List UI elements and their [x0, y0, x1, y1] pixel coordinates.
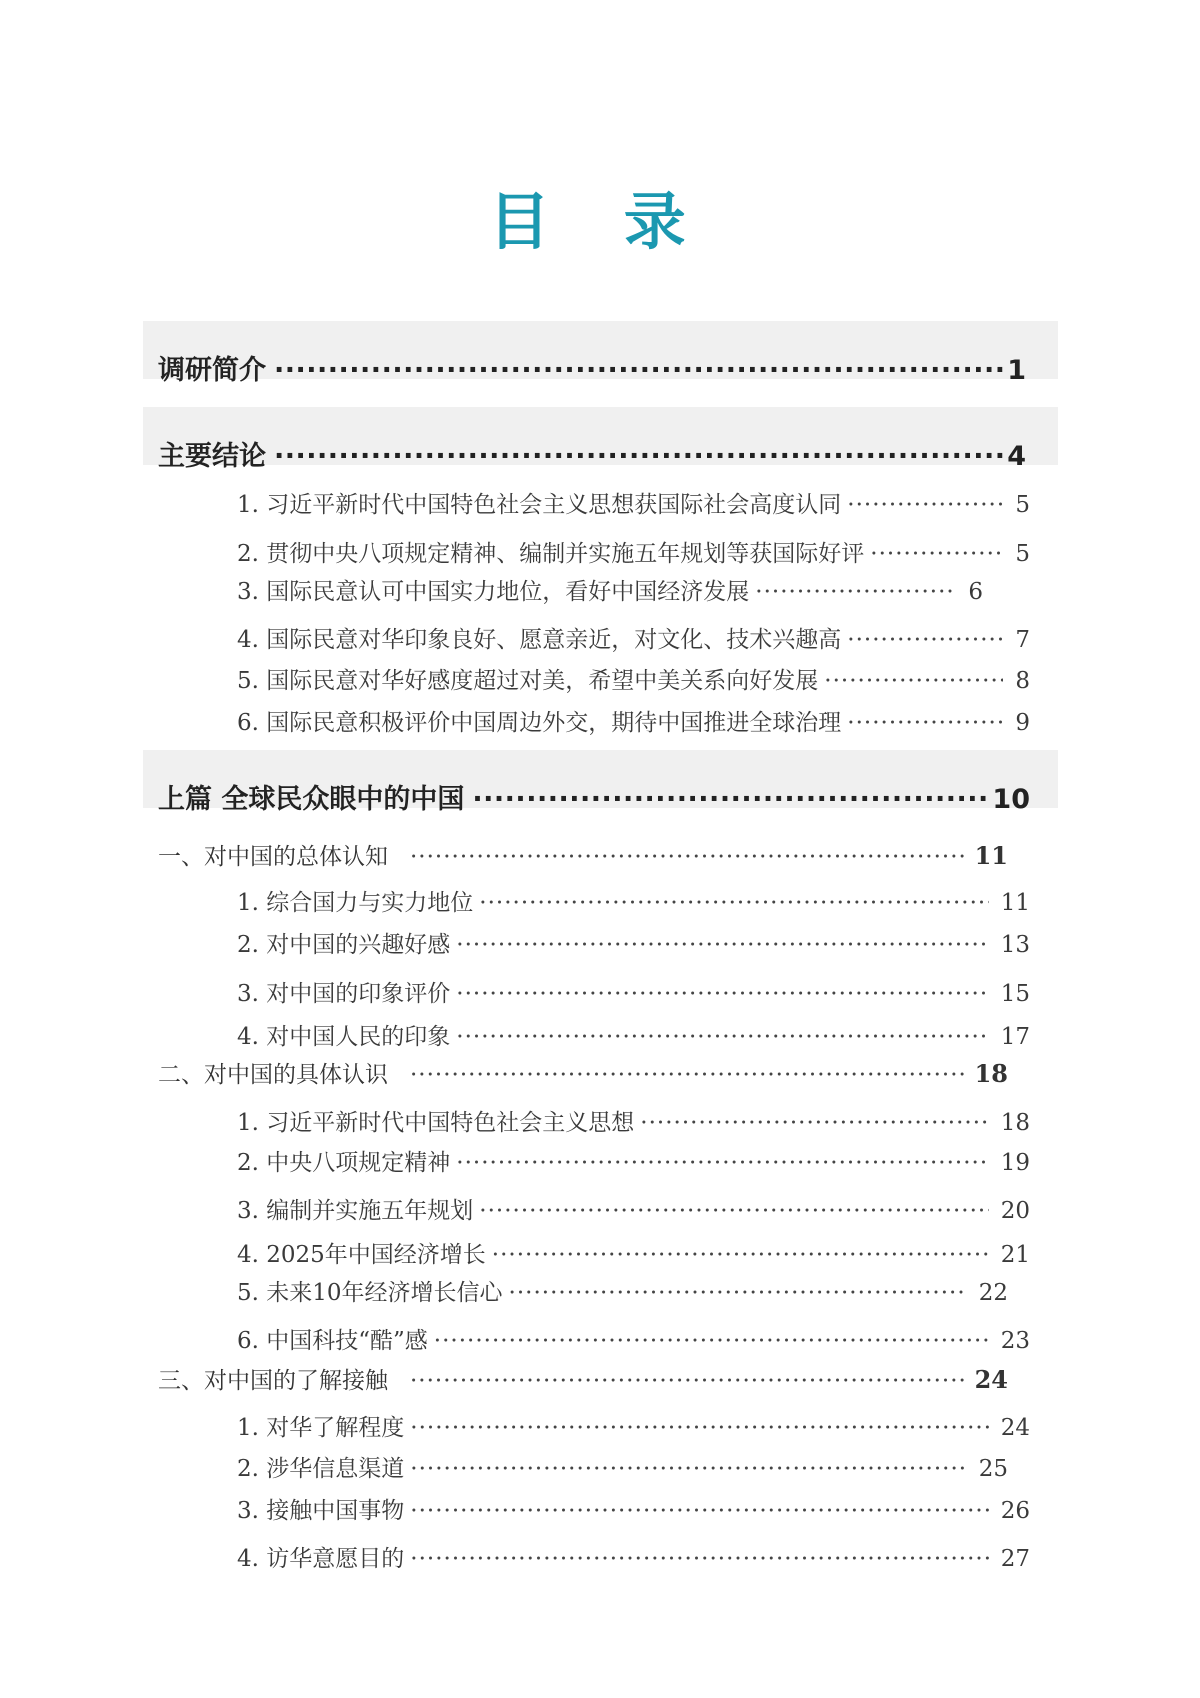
toc-label: 2. 中央八项规定精神	[237, 1150, 451, 1176]
toc-entry[interactable]	[237, 535, 1030, 568]
toc-entry[interactable]	[237, 621, 1030, 654]
toc-page-number: 5	[1015, 492, 1030, 518]
dot-leader	[410, 1456, 966, 1482]
dot-leader	[410, 844, 969, 870]
dot-leader	[456, 1024, 988, 1050]
dot-leader	[755, 579, 956, 605]
toc-page-number: 22	[978, 1280, 1008, 1306]
toc-entry[interactable]	[237, 1236, 1030, 1269]
dot-leader	[456, 1150, 988, 1176]
toc-label: 6. 国际民意积极评价中国周边外交，期待中国推进全球治理	[237, 710, 842, 736]
toc-entry[interactable]	[237, 1492, 1030, 1525]
toc-label: 1. 综合国力与实力地位	[237, 890, 474, 916]
toc-page-number: 26	[1000, 1498, 1030, 1524]
toc-page-number: 7	[1015, 627, 1030, 653]
toc-label: 5. 国际民意对华好感度超过对美，希望中美关系向好发展	[237, 668, 819, 694]
toc-page-number: 1	[1007, 355, 1026, 386]
toc-page-number: 27	[1000, 1546, 1030, 1572]
page-title: 目 录	[488, 185, 712, 258]
toc-entry[interactable]	[237, 704, 1030, 737]
toc-page-number: 11	[974, 841, 1008, 870]
toc-page-number: 24	[974, 1365, 1008, 1394]
dot-leader	[456, 932, 988, 958]
toc-page-number: 6	[968, 579, 983, 605]
toc-page-number: 4	[1007, 441, 1026, 472]
toc-page-number: 24	[1000, 1415, 1030, 1441]
toc-label: 4. 2025年中国经济增长	[237, 1242, 486, 1268]
toc-label: 4. 访华意愿目的	[237, 1546, 405, 1572]
toc-page-number: 25	[978, 1456, 1008, 1482]
toc-entry[interactable]	[237, 573, 983, 606]
toc-entry[interactable]	[237, 1144, 1030, 1177]
toc-entry[interactable]	[237, 486, 1030, 519]
dot-leader	[492, 1242, 989, 1268]
toc-page-number: 19	[1000, 1150, 1030, 1176]
toc-page-number: 18	[974, 1059, 1008, 1088]
toc-page-number: 17	[1000, 1024, 1030, 1050]
toc-entry[interactable]	[237, 1322, 1030, 1355]
toc-label: 3. 编制并实施五年规划	[237, 1198, 474, 1224]
toc-page-number: 15	[1000, 981, 1030, 1007]
toc-entry[interactable]	[237, 1540, 1030, 1573]
dot-leader	[410, 1546, 988, 1572]
dot-leader	[479, 890, 988, 916]
dot-leader	[847, 627, 1003, 653]
dot-leader	[274, 441, 1003, 472]
toc-page-number: 13	[1000, 932, 1030, 958]
dot-leader	[274, 355, 1003, 386]
toc-label: 1. 习近平新时代中国特色社会主义思想获国际社会高度认同	[237, 492, 842, 518]
toc-label: 6. 中国科技“酷”感	[237, 1328, 428, 1354]
toc-chapter-overall-perception[interactable]	[158, 838, 1008, 871]
toc-chapter-specific-understanding[interactable]	[158, 1056, 1008, 1089]
dot-leader	[410, 1062, 969, 1088]
dot-leader	[410, 1368, 969, 1394]
toc-label: 4. 国际民意对华印象良好、愿意亲近，对文化、技术兴趣高	[237, 627, 842, 653]
toc-entry[interactable]	[237, 1192, 1030, 1225]
dot-leader	[410, 1415, 988, 1441]
toc-entry-survey-intro[interactable]	[158, 348, 1026, 387]
dot-leader	[509, 1280, 967, 1306]
dot-leader	[410, 1498, 988, 1524]
dot-leader	[640, 1110, 988, 1136]
toc-label: 5. 未来10年经济增长信心	[237, 1280, 503, 1306]
dot-leader	[479, 1198, 988, 1224]
toc-label: 3. 接触中国事物	[237, 1498, 405, 1524]
toc-entry[interactable]	[237, 662, 1030, 695]
dot-leader	[847, 710, 1003, 736]
toc-label: 三、对中国的了解接触	[158, 1368, 388, 1394]
toc-label: 上篇 全球民众眼中的中国	[158, 784, 465, 815]
toc-page-number: 23	[1000, 1328, 1030, 1354]
toc-label: 2. 对中国的兴趣好感	[237, 932, 451, 958]
toc-entry[interactable]	[237, 1274, 1008, 1307]
toc-entry-main-conclusions[interactable]	[158, 434, 1026, 473]
dot-leader	[847, 492, 1003, 518]
toc-entry-part-one[interactable]	[158, 777, 1030, 816]
toc-entry[interactable]	[237, 1409, 1030, 1442]
toc-entry[interactable]	[237, 884, 1030, 917]
toc-chapter-understanding-contact[interactable]	[158, 1362, 1008, 1395]
toc-label: 二、对中国的具体认识	[158, 1062, 388, 1088]
toc-entry[interactable]	[237, 1450, 1008, 1483]
toc-page-number: 18	[1000, 1110, 1030, 1136]
toc-entry[interactable]	[237, 1018, 1030, 1051]
toc-label: 3. 对中国的印象评价	[237, 981, 451, 1007]
toc-page-number: 11	[1000, 890, 1030, 916]
dot-leader	[456, 981, 988, 1007]
toc-page-number: 9	[1015, 710, 1030, 736]
dot-leader	[472, 784, 988, 815]
toc-label: 3. 国际民意认可中国实力地位，看好中国经济发展	[237, 579, 750, 605]
toc-page-number: 10	[992, 784, 1030, 815]
toc-entry[interactable]	[237, 975, 1030, 1008]
toc-page-number: 5	[1015, 541, 1030, 567]
toc-entry[interactable]	[237, 926, 1030, 959]
toc-label: 主要结论	[158, 441, 266, 472]
toc-label: 1. 习近平新时代中国特色社会主义思想	[237, 1110, 635, 1136]
toc-label: 调研简介	[158, 355, 266, 386]
toc-label: 2. 涉华信息渠道	[237, 1456, 405, 1482]
dot-leader	[434, 1328, 989, 1354]
toc-label: 一、对中国的总体认知	[158, 844, 388, 870]
toc-label: 1. 对华了解程度	[237, 1415, 405, 1441]
dot-leader	[870, 541, 1003, 567]
toc-page-number: 21	[1000, 1242, 1030, 1268]
toc-page-number: 8	[1015, 668, 1030, 694]
toc-label: 2. 贯彻中央八项规定精神、编制并实施五年规划等获国际好评	[237, 541, 865, 567]
toc-label: 4. 对中国人民的印象	[237, 1024, 451, 1050]
toc-entry[interactable]	[237, 1104, 1030, 1137]
dot-leader	[824, 668, 1003, 694]
toc-page-number: 20	[1000, 1198, 1030, 1224]
